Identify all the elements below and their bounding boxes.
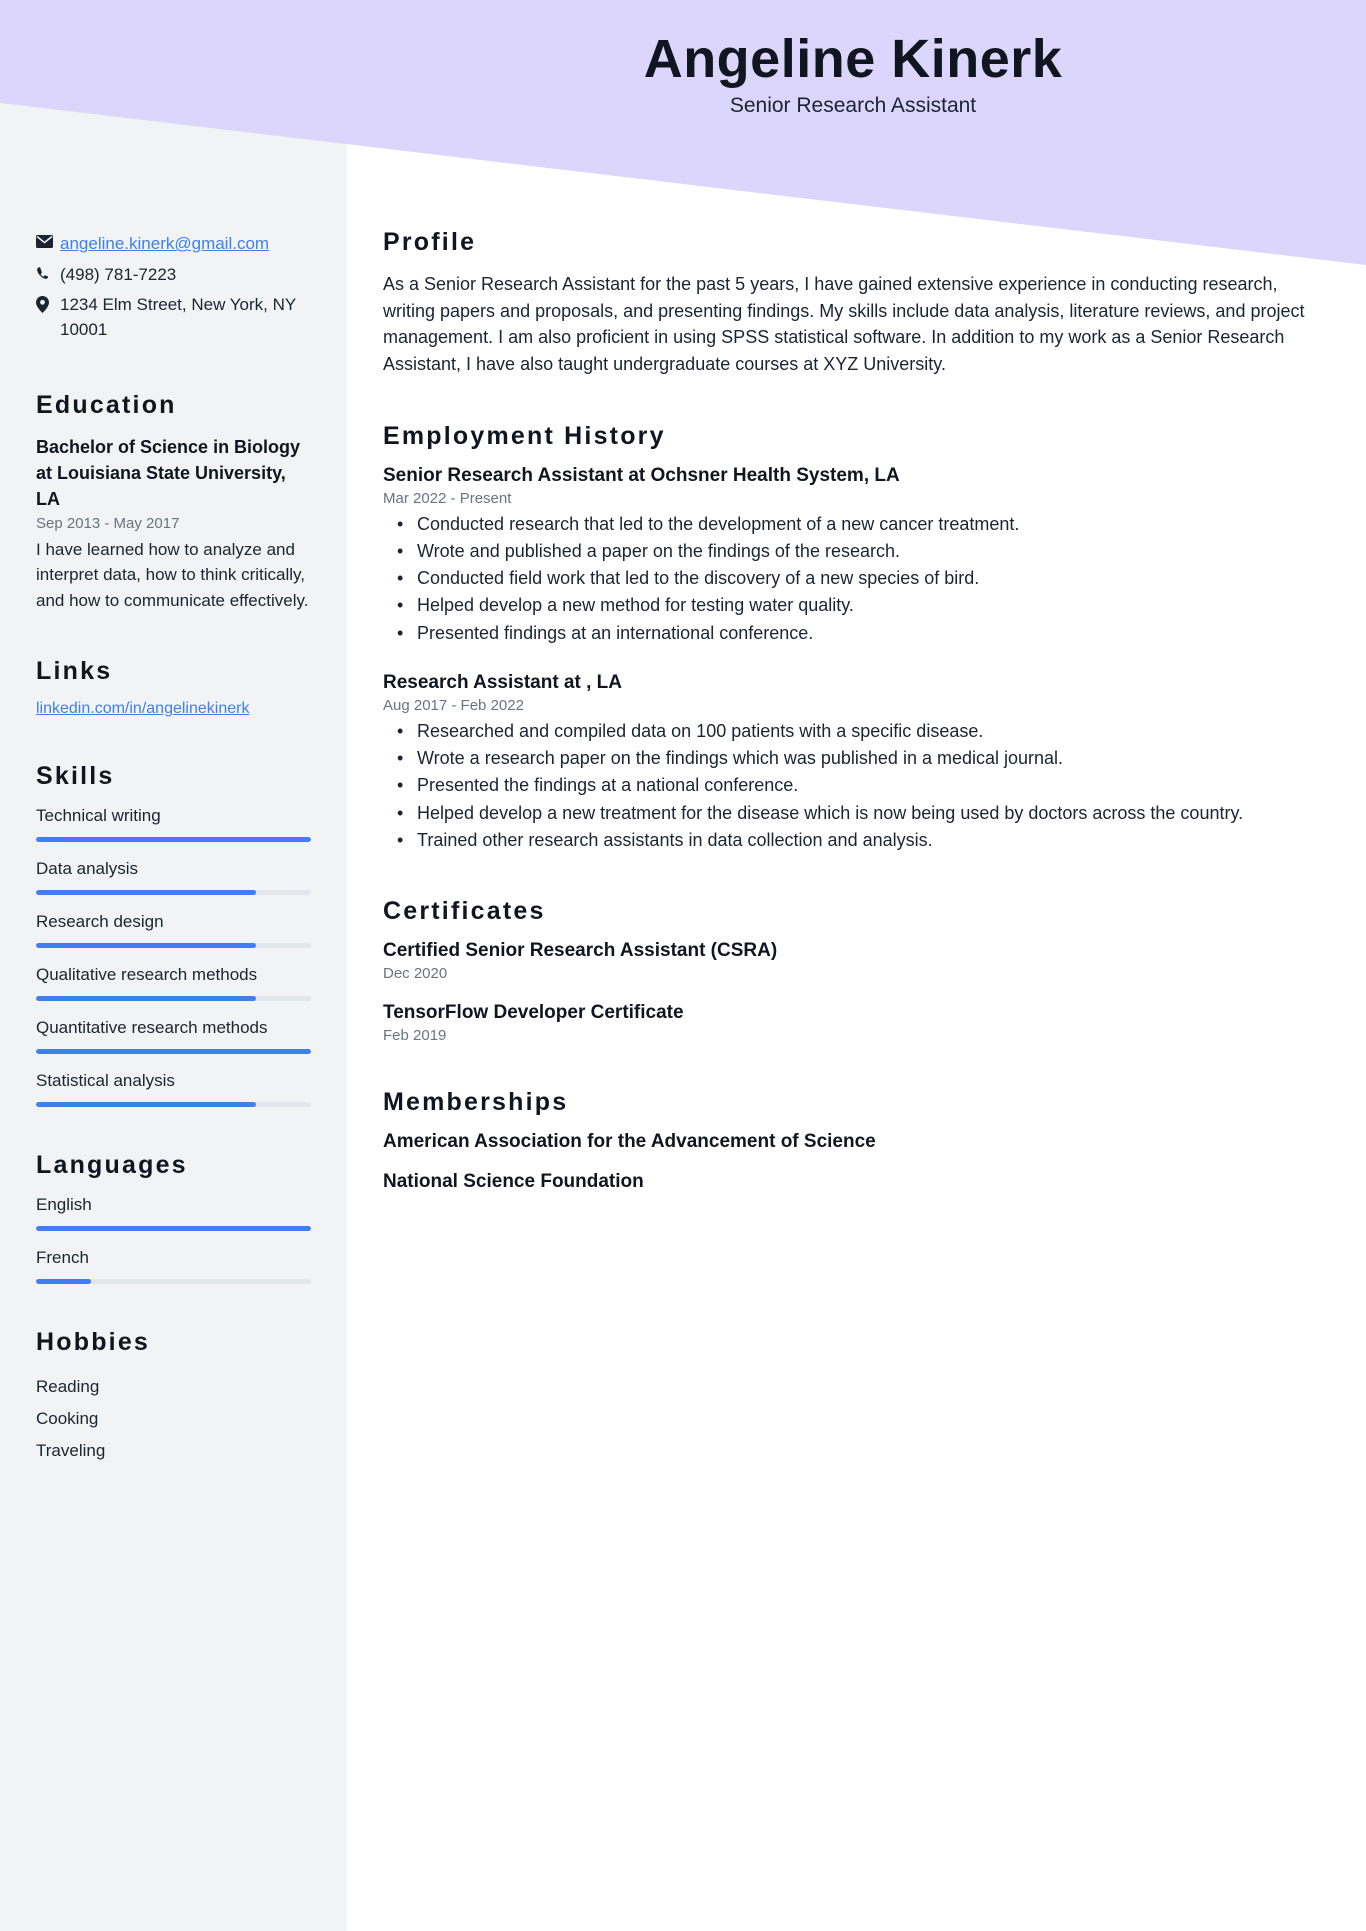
languages-heading: Languages bbox=[36, 1150, 188, 1179]
skill-label: Technical writing bbox=[36, 806, 161, 826]
job-title: Senior Research Assistant at Ochsner Health System, LA bbox=[383, 464, 900, 486]
job-bullet: • Conducted field work that led to the discovery of a new species of bird. bbox=[417, 565, 1306, 591]
sidebar bbox=[0, 0, 347, 1512]
education-description: I have learned how to analyze and interpret data, how to think critically, and how to communicate effectively. bbox=[36, 539, 309, 610]
links-section bbox=[36, 657, 311, 718]
skill-item bbox=[36, 1070, 311, 1107]
job-bullet: • Trained other research assistants in data collection and analysis. bbox=[417, 827, 1306, 853]
language-label: English bbox=[36, 1194, 92, 1214]
main-content bbox=[347, 0, 1366, 1237]
language-meter-fill bbox=[36, 1226, 311, 1231]
header-subtitle: Senior Research Assistant bbox=[729, 94, 977, 118]
skill-item bbox=[36, 911, 311, 948]
job-entry bbox=[383, 672, 1306, 853]
language-label: French bbox=[36, 1247, 89, 1267]
hobby-item: Reading bbox=[36, 1376, 100, 1396]
skill-meter-track bbox=[36, 943, 311, 948]
contact-phone: (498) 781-7223 bbox=[60, 264, 177, 284]
linkedin-link[interactable]: linkedin.com/in/angelinekinerk bbox=[36, 700, 250, 718]
certificate-entry bbox=[383, 1002, 1306, 1044]
profile-section bbox=[383, 228, 1306, 378]
membership-entry: National Science Foundation bbox=[383, 1171, 644, 1193]
contact-block bbox=[36, 232, 311, 343]
skill-meter-fill bbox=[36, 837, 311, 842]
email-link[interactable]: angeline.kinerk@gmail.com bbox=[60, 234, 270, 253]
certificate-title: TensorFlow Developer Certificate bbox=[383, 1002, 684, 1024]
job-bullet: • Helped develop a new method for testing water quality. bbox=[417, 592, 1306, 618]
education-date: Sep 2013 - May 2017 bbox=[36, 514, 180, 532]
contact-address: 1234 Elm Street, New York, NY 10001 bbox=[60, 295, 296, 339]
certificate-date: Dec 2020 bbox=[383, 965, 448, 983]
job-bullet: • Wrote and published a paper on the findings of the research. bbox=[417, 538, 1306, 564]
membership-entry: American Association for the Advancement of Science bbox=[383, 1131, 876, 1153]
job-bullet: • Helped develop a new treatment for the disease which is now being used by doctors across the country. bbox=[417, 800, 1306, 826]
certificate-date: Feb 2019 bbox=[383, 1027, 447, 1045]
phone-icon bbox=[36, 263, 60, 282]
contact-row-email bbox=[36, 232, 311, 257]
skill-item bbox=[36, 1017, 311, 1054]
language-meter-track bbox=[36, 1279, 311, 1284]
link-item bbox=[36, 700, 311, 718]
education-section bbox=[36, 391, 311, 614]
language-meter-track bbox=[36, 1226, 311, 1231]
skill-meter-fill bbox=[36, 1049, 311, 1054]
job-bullet: • Researched and compiled data on 100 patients with a specific disease. bbox=[417, 718, 1306, 744]
certificates-heading: Certificates bbox=[383, 897, 546, 926]
hobby-item: Cooking bbox=[36, 1409, 99, 1429]
job-entry bbox=[383, 465, 1306, 646]
hobby-item: Traveling bbox=[36, 1441, 106, 1461]
skill-label: Statistical analysis bbox=[36, 1071, 175, 1091]
skill-meter-track bbox=[36, 996, 311, 1001]
contact-row-phone bbox=[36, 263, 311, 288]
contact-email bbox=[60, 232, 311, 257]
hobbies-section bbox=[36, 1328, 311, 1468]
skill-label: Data analysis bbox=[36, 859, 139, 879]
skills-heading: Skills bbox=[36, 762, 115, 791]
language-item bbox=[36, 1247, 311, 1284]
skill-meter-fill bbox=[36, 943, 256, 948]
job-bullets bbox=[383, 511, 1306, 646]
skill-meter-track bbox=[36, 1049, 311, 1054]
skill-meter-fill bbox=[36, 996, 256, 1001]
profile-heading: Profile bbox=[383, 228, 477, 256]
memberships-section bbox=[383, 1088, 1306, 1193]
envelope-icon bbox=[36, 232, 60, 248]
education-entry bbox=[36, 434, 311, 614]
job-title: Research Assistant at , LA bbox=[383, 671, 622, 693]
skill-meter-track bbox=[36, 890, 311, 895]
certificates-section bbox=[383, 897, 1306, 1044]
certificate-title: Certified Senior Research Assistant (CSRA) bbox=[383, 940, 778, 962]
employment-heading: Employment History bbox=[383, 421, 666, 450]
page-title: Angeline Kinerk bbox=[643, 29, 1063, 89]
job-bullet: • Presented the findings at a national conference. bbox=[417, 772, 1306, 798]
job-bullet: • Wrote a research paper on the findings which was published in a medical journal. bbox=[417, 745, 1306, 771]
skill-item bbox=[36, 805, 311, 842]
location-pin-icon bbox=[36, 293, 60, 313]
skills-section bbox=[36, 762, 311, 1107]
skill-item bbox=[36, 858, 311, 895]
languages-section bbox=[36, 1151, 311, 1284]
skill-meter-fill bbox=[36, 890, 256, 895]
certificate-entry bbox=[383, 940, 1306, 982]
skill-label: Research design bbox=[36, 912, 164, 932]
job-bullets bbox=[383, 718, 1306, 853]
memberships-heading: Memberships bbox=[383, 1088, 569, 1117]
skill-meter-fill bbox=[36, 1102, 256, 1107]
profile-text: As a Senior Research Assistant for the past 5 years, I have gained extensive experience in conducting research, writing papers and proposals, and presenting findings. My skills include data analysis, literature reviews, and project management. I am also proficient in using SPSS statistical software. In addition to my work as a Senior Research Assistant, I have also taught undergraduate courses at XYZ University. bbox=[383, 274, 1305, 374]
education-heading: Education bbox=[36, 390, 177, 419]
job-date: Aug 2017 - Feb 2022 bbox=[383, 696, 524, 714]
hobbies-heading: Hobbies bbox=[36, 1327, 151, 1356]
employment-section bbox=[383, 422, 1306, 854]
skill-meter-track bbox=[36, 837, 311, 842]
language-item bbox=[36, 1194, 311, 1231]
job-bullet: • Conducted research that led to the development of a new cancer treatment. bbox=[417, 511, 1306, 537]
skill-meter-track bbox=[36, 1102, 311, 1107]
skill-label: Qualitative research methods bbox=[36, 965, 258, 985]
job-bullet: • Presented findings at an international conference. bbox=[417, 620, 1306, 646]
skill-label: Quantitative research methods bbox=[36, 1018, 268, 1038]
job-date: Mar 2022 - Present bbox=[383, 489, 512, 507]
education-degree: Bachelor of Science in Biology at Louisiana State University, LA bbox=[36, 436, 301, 509]
links-heading: Links bbox=[36, 657, 113, 686]
contact-row-address bbox=[36, 293, 311, 342]
skill-item bbox=[36, 964, 311, 1001]
language-meter-fill bbox=[36, 1279, 91, 1284]
